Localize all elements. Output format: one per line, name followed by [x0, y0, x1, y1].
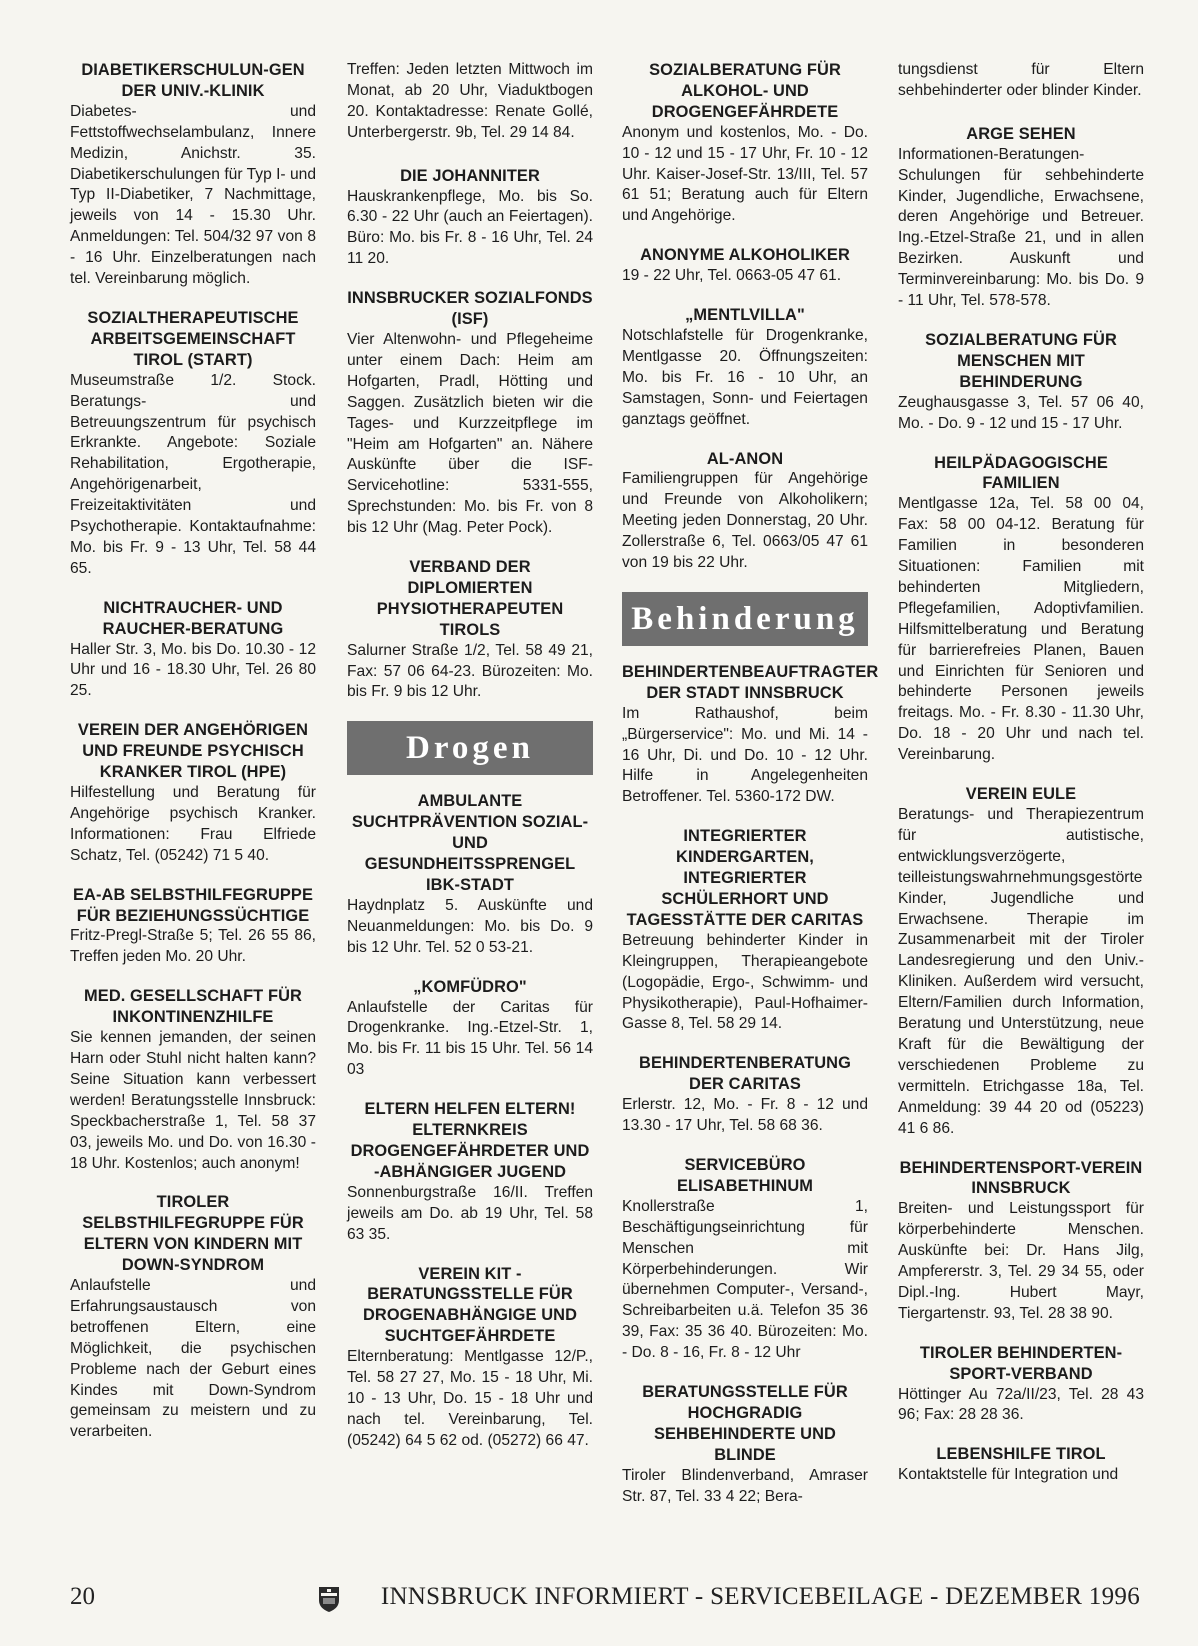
- entry-text: Knollerstraße 1, Beschäftigungseinrichtung für Menschen mit Körperbehinderungen. Wir übernehmen Computer-, Versand-, Schreibarbeiten u.ä. Telefon 35 36 39, Fax: 35 36 40. Bürozeiten: Mo. - Do. 8 - 16, Fr. 8 - 12 Uhr: [622, 1197, 868, 1362]
- entry-title: BEHINDERTENSPORT-VEREIN INNSBRUCK: [899, 1158, 1143, 1198]
- entry-title: TIROLER SELBSTHILFEGRUPPE FÜR ELTERN VON KINDERN MIT DOWN-SYNDROM: [82, 1193, 304, 1275]
- entry: [347, 166, 593, 271]
- entry-text: Mentlgasse 12a, Tel. 58 00 04, Fax: 58 00 04-12. Beratung für Familien in besonderen Situationen: Familien mit behinderten Mitgliedern, Pflegefamilien, Adoptivfamilien. Hilfsmittelberatung und Beratung für barrierefreies Planen, Bauen und Einrichten für Senioren und behinderte Personen jeweils freitags. Mo. - Fr. 8.30 - 11.30 Uhr, Do. 18 - 20 Uhr und nach tel. Vereinbarung.: [898, 495, 1144, 764]
- entry-title: INTEGRIERTER KINDERGARTEN, INTEGRIERTER SCHÜLERHORT UND TAGESSTÄTTE DER CARITAS: [626, 827, 864, 929]
- entry: [70, 1192, 316, 1443]
- entry-text: Anlaufstelle und Erfahrungsaustausch von betroffenen Eltern, eine Möglichkeit, die psychischen Probleme nach der Geburt eines Kindes mit Down-Syndrom gemeinsam zu meistern und zu verarbeiten.: [70, 1277, 316, 1441]
- entry-text: Informationen-Beratungen-Schulungen für sehbehinderte Kinder, Jugendliche, Erwachsene, deren Angehörige und Betreuer. Ing.-Etzel-Straße 21, und in allen Bezirken. Auskunft und Terminvereinbarung: Mo. bis Do. 9 - 11 Uhr, Tel. 578-578.: [898, 145, 1144, 310]
- entry: [622, 305, 868, 430]
- column-1: [70, 60, 316, 1461]
- entry-title: SERVICEBÜRO ELISABETHINUM: [676, 1155, 814, 1195]
- entry-text: tungsdienst für Eltern sehbehinderter oder blinder Kinder.: [898, 61, 1144, 99]
- continued-text: [898, 60, 1144, 102]
- entry-text: Höttinger Au 72a/II/23, Tel. 28 43 96; Fax: 28 28 36.: [898, 1385, 1144, 1424]
- entry-text: Diabetes- und Fettstoffwechselambulanz, Innere Medizin, Anichstr. 35. Diabetikerschulungen für Typ I- und Typ II-Diabetiker, 7 Nachmittage, jeweils von 14 - 15.30 Uhr. Anmeldungen: Tel. 504/32 97 von 8 - 16 Uhr. Einzelberatungen nach tel. Vereinbarung möglich.: [70, 102, 316, 288]
- entry-text: Salurner Straße 1/2, Tel. 58 49 21, Fax: 57 06 64-23. Bürozeiten: Mo. bis Fr. 9 bis 12 Uhr.: [347, 641, 593, 701]
- entry-text: Fritz-Pregl-Straße 5; Tel. 26 55 86, Treffen jeden Mo. 20 Uhr.: [70, 927, 316, 966]
- entry: [622, 662, 879, 808]
- entry: [70, 598, 316, 703]
- entry-title: „MENTLVILLA": [685, 306, 805, 325]
- entry-text: Hilfestellung und Beratung für Angehörige psychisch Kranker. Informationen: Frau Elfriede Schatz, Tel. (05242) 71 5 40.: [70, 784, 316, 864]
- entry-title: „KOMFÜDRO": [413, 977, 527, 996]
- entry-title: INNSBRUCKER SOZIALFONDS (ISF): [347, 289, 593, 329]
- entry: [622, 245, 868, 287]
- entry-text: Familiengruppen für Angehörige und Freunde von Alkoholikern; Meeting jeden Donnerstag, 20 Uhr. Zollerstraße 6, Tel. 0663/05 47 61 von 19 bis 22 Uhr.: [622, 470, 868, 572]
- entry: [70, 986, 316, 1174]
- entry: [347, 1264, 593, 1452]
- entry-title: SOZIALTHERAPEUTISCHE ARBEITSGEMEINSCHAFT TIROL (START): [87, 308, 299, 369]
- coat-of-arms-icon: [317, 1585, 341, 1613]
- entry-title: LEBENSHILFE TIROL: [936, 1445, 1106, 1464]
- entry-text: Sonnenburgstraße 16/II. Treffen jeweils am Do. ab 19 Uhr, Tel. 58 63 35.: [347, 1183, 593, 1243]
- entry-title: DIE JOHANNITER: [400, 166, 540, 185]
- entry: [70, 308, 316, 580]
- entry-text: Im Rathaushof, beim „Bürgerservice": Mo. und Mi. 14 - 16 Uhr, Di. und Do. 10 - 12 Uhr. Hilfe in Angelegenheiten Betroffener. Tel. 5360-172 DW.: [622, 704, 868, 806]
- entry-text: Hauskrankenpflege, Mo. bis So. 6.30 - 22 Uhr (auch an Feiertagen). Büro: Mo. bis Fr. 8 - 16 Uhr, Tel. 24 11 20.: [347, 187, 593, 268]
- entry-text: Elternberatung: Mentlgasse 12/P., Tel. 58 27 27, Mo. 15 - 18 Uhr, Mi. 10 - 13 Uhr, Do. 15 - 18 Uhr und nach tel. Vereinbarung, Tel. (05242) 64 5 62 od. (05272) 66 47.: [347, 1348, 593, 1449]
- entry-title: EA-AB SELBSTHILFEGRUPPE FÜR BEZIEHUNGSSÜCHTIGE: [73, 885, 313, 925]
- entry-title: ARGE SEHEN: [966, 124, 1076, 143]
- entry-title: SOZIALBERATUNG FÜR MENSCHEN MIT BEHINDERUNG: [925, 330, 1117, 391]
- entry-title: AMBULANTE SUCHTPRÄVENTION SOZIAL- UND GESUNDHEITSSPRENGEL IBK-STADT: [351, 792, 589, 894]
- entry-title: BERATUNGSSTELLE FÜR HOCHGRADIG SEHBEHINDERTE UND BLINDE: [642, 1383, 848, 1464]
- entry: [347, 977, 593, 1082]
- entry-title: AL-ANON: [706, 449, 784, 468]
- entry: [898, 1158, 1144, 1325]
- entry: [622, 449, 868, 574]
- continued-text: [347, 60, 593, 144]
- entry-text: Kontaktstelle für Integration und: [898, 1466, 1119, 1484]
- entry-title: MED. GESELLSCHAFT FÜR INKONTINENZHILFE: [84, 987, 302, 1027]
- entry: [347, 791, 593, 958]
- entry-title: VERBAND DER DIPLOMIERTEN PHYSIOTHERAPEUTEN TIROLS: [376, 558, 564, 639]
- entry-text: Betreuung behinderter Kinder in Kleingruppen, Therapieangebote (Logopädie, Ergo-, Schwimm- und Physikotherapie), Paul-Hofhaimer-Gasse 8, Tel. 58 29 14.: [622, 931, 868, 1033]
- entry-title: BEHINDERTENBERATUNG DER CARITAS: [639, 1054, 851, 1094]
- entry-title: ELTERN HELFEN ELTERN! ELTERNKREIS DROGENGEFÄHRDETER UND -ABHÄNGIGER JUGEND: [350, 1100, 590, 1181]
- entry: [347, 1099, 593, 1245]
- entry: [70, 885, 316, 969]
- entry-title: BEHINDERTENBEAUFTRAGTER DER STADT INNSBRUCK: [622, 662, 879, 702]
- entry: [622, 60, 868, 227]
- page-number: 20: [70, 1583, 95, 1610]
- entry-text: Treffen: Jeden letzten Mittwoch im Monat, ab 20 Uhr, Viaduktbogen 20. Kontaktadresse: Renate Gollé, Unterbergerstr. 9b, Tel. 29 14 84.: [347, 61, 593, 141]
- column-2: [347, 60, 593, 1470]
- entry-title: VEREIN KIT - BERATUNGSSTELLE FÜR DROGENABHÄNGIGE UND SUCHTGEFÄHRDETE: [362, 1264, 578, 1346]
- entry: [347, 288, 593, 539]
- section-header-behinderung: Behinderung: [622, 592, 868, 646]
- entry-title: NICHTRAUCHER- UND RAUCHER-BERATUNG: [102, 598, 284, 638]
- column-4: [898, 60, 1144, 1504]
- entry: [622, 1382, 868, 1507]
- entry-text: Museumstraße 1/2. Stock. Beratungs- und Betreuungszentrum für psychisch Erkrankte. Angebote: Soziale Rehabilitation, Ergotherapie, Angehörigenarbeit, Freizeitaktivitäten und Psychotherapie. Kontaktaufnahme: Mo. bis Fr. 9 - 13 Uhr, Tel. 58 44 65.: [70, 371, 316, 577]
- entry: [898, 784, 1144, 1139]
- entry-title: TIROLER BEHINDERTEN-SPORT-VERBAND: [919, 1343, 1123, 1383]
- entry: [70, 60, 316, 290]
- entry: [622, 826, 868, 1035]
- entry: [898, 453, 1144, 767]
- entry-text: Anonym und kostenlos, Mo. - Do. 10 - 12 und 15 - 17 Uhr, Fr. 10 - 12 Uhr. Kaiser-Josef-Str. 13/III, Tel. 57 61 51; Beratung auch für Eltern und Angehörige.: [622, 123, 868, 225]
- entry-text: Erlerstr. 12, Mo. - Fr. 8 - 12 und 13.30 - 17 Uhr, Tel. 58 68 36.: [622, 1096, 868, 1135]
- entry-text: 19 - 22 Uhr, Tel. 0663-05 47 61.: [622, 267, 842, 285]
- section-header-drogen: Drogen: [347, 721, 593, 775]
- entry: [898, 1444, 1144, 1486]
- entry-text: Haller Str. 3, Mo. bis Do. 10.30 - 12 Uhr und 16 - 18.30 Uhr, Tel. 26 80 25.: [70, 640, 316, 700]
- entry-title: VEREIN DER ANGEHÖRIGEN UND FREUNDE PSYCHISCH KRANKER TIROL (HPE): [77, 721, 309, 782]
- entry: [70, 720, 316, 866]
- page-footer: [70, 1583, 1140, 1617]
- entry-text: Breiten- und Leistungssport für körperbehinderte Menschen. Auskünfte bei: Dr. Hans Jilg, Ampfererstr. 3, Tel. 29 34 55, oder Dipl.-Ing. Hubert Mayr, Tiergartenstr. 93, Tel. 28 38 90.: [898, 1200, 1144, 1322]
- entry: [898, 330, 1144, 435]
- entry: [898, 1343, 1144, 1427]
- entry-title: ANONYME ALKOHOLIKER: [640, 246, 850, 265]
- entry-text: Anlaufstelle der Caritas für Drogenkranke. Ing.-Etzel-Str. 1, Mo. bis Fr. 11 bis 15 Uhr. Tel. 56 14 03: [347, 998, 593, 1079]
- entry-title: VEREIN EULE: [965, 785, 1077, 804]
- entry-text: Beratungs- und Therapiezentrum für autistische, entwicklungsverzögerte, teilleistungswahrnehmungsgestörte Kinder, Jugendliche und Erwachsene. Therapie im Zusammenarbeit mit der Tiroler Landesregierung und den Univ.-Kliniken. Außerdem wird versucht, Eltern/Familien durch Information, Beratung und Unterstützung, neue Kraft für die Bewältigung der verschiedenen Probleme zu vermitteln. Etrichgasse 18a, Tel. Anmeldung: 39 44 20 od (05223) 41 6 86.: [898, 806, 1144, 1137]
- entry-text: Tiroler Blindenverband, Amraser Str. 87, Tel. 33 4 22; Bera-: [622, 1466, 868, 1505]
- entry-title: DIABETIKERSCHULUN-GEN DER UNIV.-KLINIK: [81, 61, 305, 100]
- entry-text: Vier Altenwohn- und Pflegeheime unter einem Dach: Heim am Hofgarten, Pradl, Hötting und Saggen. Zusätzlich bieten wir die Tages- und Kurzzeitpflege im "Heim am Hofgarten" an. Nähere Auskünfte über die ISF-Servicehotline: 5331-555, Sprechstunden: Mo. bis Fr. von 8 bis 12 Uhr (Mag. Peter Pock).: [347, 330, 593, 537]
- entry-text: Notschlafstelle für Drogenkranke, Mentlgasse 20. Öffnungszeiten: Mo. bis Fr. 16 - 10 Uhr, an Samstagen, Sonn- und Feiertagen ganztags geöffnet.: [622, 326, 868, 428]
- entry-text: Zeughausgasse 3, Tel. 57 06 40, Mo. - Do. 9 - 12 und 15 - 17 Uhr.: [898, 393, 1144, 432]
- entry-text: Haydnplatz 5. Auskünfte und Neuanmeldungen: Mo. bis Do. 9 bis 12 Uhr. Tel. 52 0 53-21.: [347, 896, 593, 956]
- entry: [898, 124, 1144, 312]
- entry: [347, 557, 593, 703]
- column-3: [622, 60, 879, 1525]
- publication-title: INNSBRUCK INFORMIERT - SERVICEBEILAGE - DEZEMBER 1996: [380, 1583, 1140, 1610]
- entry-title: SOZIALBERATUNG FÜR ALKOHOL- UND DROGENGEFÄHRDETE: [649, 61, 841, 121]
- entry: [622, 1053, 868, 1137]
- entry-title: HEILPÄDAGOGISCHE FAMILIEN: [934, 453, 1108, 493]
- entry-text: Sie kennen jemanden, der seinen Harn oder Stuhl nicht halten kann? Seine Situation kann verbessert werden! Beratungsstelle Innsbruck: Speckbacherstraße 1, Tel. 58 37 03, jeweils Mo. und Do. von 16.30 - 18 Uhr. Kostenlos; auch anonym!: [70, 1029, 316, 1172]
- entry: [622, 1155, 868, 1364]
